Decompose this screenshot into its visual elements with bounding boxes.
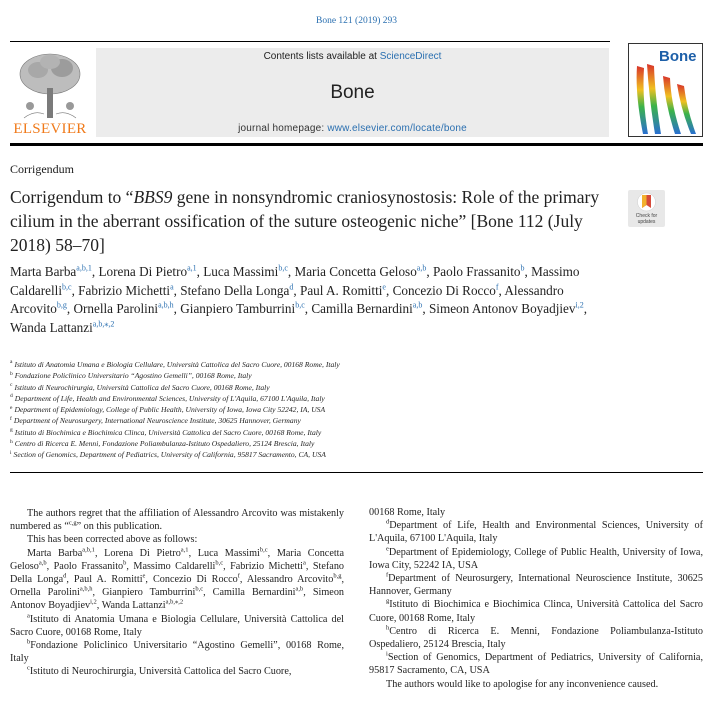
cover-title: Bone: [659, 48, 697, 65]
author-entry[interactable]: [433, 264, 525, 279]
author-name[interactable]: Wanda Lattanzi: [10, 319, 93, 335]
affiliation-item: [10, 427, 610, 438]
author-name[interactable]: Ornella Parolini: [73, 301, 159, 316]
journal-masthead: [96, 48, 609, 137]
aff-text: Istituto di Biochimica e Biochimica Clinca, Università Cattolica del Sacro Cuore, 00168 Rome, Italy: [369, 599, 703, 624]
affiliation-text: Istituto di Neurochirurgia, Università Cattolica del Sacro Cuore, 00168 Rome, Italy: [14, 382, 270, 392]
affiliation-item: [10, 449, 610, 460]
aff-text: Department of Life, Health and Environmental Sciences, University of L'Aquila, 67100 L'Aquila, Italy: [369, 520, 703, 545]
journal-cover-thumbnail[interactable]: [628, 43, 703, 137]
author-name[interactable]: Stefano Della Longa: [10, 560, 345, 586]
author-entry[interactable]: [10, 587, 92, 598]
affiliation-label: g: [10, 427, 13, 434]
author-affiliation-marks[interactable]: a: [170, 282, 174, 292]
author-affiliation-marks[interactable]: a,b: [416, 263, 427, 273]
aff-text: Istituto di Neurochirurgia, Università Cattolica del Sacro Cuore,: [29, 666, 292, 678]
author-name[interactable]: Stefano Della Longa: [180, 282, 290, 298]
homepage-line: [96, 123, 609, 134]
author-entry[interactable]: [153, 574, 240, 585]
author-entry[interactable]: [27, 548, 95, 559]
author-entry[interactable]: [102, 587, 203, 598]
author-entry[interactable]: [300, 283, 386, 298]
affiliation-item: [10, 370, 610, 381]
aff-label: a: [27, 612, 30, 620]
affiliation-label: e: [10, 404, 13, 411]
affiliation-text: Centro di Ricerca E. Menni, Fondazione Poliambulanza-Istituto Ospedaliero, 25124 Brescia, Italy: [14, 439, 315, 449]
author-affiliation-marks[interactable]: b: [123, 559, 127, 567]
affiliation-item: [10, 415, 610, 426]
author-affiliation-marks[interactable]: a,b,⁎,2: [92, 319, 115, 329]
author-entry[interactable]: [54, 561, 127, 572]
aff-label: h: [386, 624, 390, 632]
contents-line: [96, 51, 609, 62]
title-gene-name: BBS9: [133, 187, 173, 207]
body-divider: [10, 472, 703, 473]
author-entry[interactable]: [74, 574, 146, 585]
body-affiliation-d: [369, 519, 703, 545]
author-affiliation-marks[interactable]: a,b,1: [82, 546, 95, 554]
author-entry[interactable]: [133, 561, 223, 572]
aff-text: Department of Neurosurgery, International Neuroscience Institute, 30625 Hannover, Germany: [369, 573, 703, 598]
author-name[interactable]: Marta Barba: [10, 264, 77, 279]
author-entry[interactable]: [247, 574, 342, 585]
author-entry[interactable]: [104, 548, 188, 559]
author-affiliation-marks[interactable]: i,2: [90, 599, 97, 607]
author-name[interactable]: Gianpiero Tamburrini: [102, 587, 196, 599]
affiliation-item: [10, 438, 610, 449]
body-affiliation-a: [10, 613, 344, 639]
author-name[interactable]: Paolo Frassanito: [53, 560, 124, 572]
author-entry[interactable]: [180, 301, 305, 316]
check-updates-label: [628, 214, 665, 225]
aff-label: f: [386, 571, 389, 579]
author-entry[interactable]: [10, 264, 92, 279]
author-entry[interactable]: [198, 548, 268, 559]
author-name[interactable]: Paolo Frassanito: [432, 264, 521, 279]
top-divider: [10, 41, 610, 42]
author-name[interactable]: Maria Concetta Geloso: [294, 264, 417, 279]
affiliation-text: Fondazione Policlinico Universitario “Agostino Gemelli”, 00168 Rome, Italy: [14, 371, 252, 381]
homepage-prefix: journal homepage:: [238, 123, 328, 134]
body-affiliation-g: [369, 598, 703, 624]
author-affiliation-marks[interactable]: a,1: [187, 263, 197, 273]
elsevier-logo[interactable]: [10, 48, 90, 138]
author-name[interactable]: Simeon Antonov Boyadjiev: [10, 587, 345, 612]
tree-emblem-icon: [10, 48, 90, 120]
author-name[interactable]: Luca Massimi: [203, 264, 279, 279]
author-affiliation-marks[interactable]: f: [237, 572, 240, 580]
author-affiliation-marks[interactable]: a,b,h: [158, 300, 174, 310]
author-name[interactable]: Camilla Bernardini: [311, 301, 413, 316]
affiliation-label: h: [10, 438, 13, 445]
author-name[interactable]: Lorena Di Pietro: [98, 264, 188, 279]
aff-label: b: [27, 638, 31, 646]
journal-homepage-link[interactable]: www.elsevier.com/locate/bone: [327, 123, 467, 134]
author-name[interactable]: Marta Barba: [27, 547, 83, 559]
author-name[interactable]: Luca Massimi: [197, 547, 260, 559]
author-name[interactable]: Paul A. Romitti: [299, 282, 383, 298]
author-entry[interactable]: [180, 283, 293, 298]
author-affiliation-marks[interactable]: a,1: [180, 546, 189, 554]
aff-text: Istituto di Anatomia Umana e Biologia Cellulare, Università Cattolica del Sacro Cuore, 00168 Rome, Italy: [10, 613, 344, 638]
affiliation-label: c: [10, 382, 13, 389]
affiliation-text: Istituto di Biochimica e Biochimica Clinca, Università Cattolica del Sacro Cuore, 00168 Rome, Italy: [14, 427, 322, 437]
aff-label: i: [386, 650, 388, 658]
author-affiliation-marks[interactable]: a,b,h: [79, 585, 93, 593]
author-affiliation-marks[interactable]: a,b,⁎,2: [165, 599, 184, 607]
author-entry[interactable]: [203, 264, 288, 279]
body-affiliation-c: [10, 665, 344, 678]
affiliation-item: [10, 404, 610, 415]
author-name[interactable]: Alessandro Arcovito: [10, 282, 564, 316]
author-name[interactable]: Paul A. Romitti: [73, 574, 143, 586]
check-updates-line1: Check for: [635, 213, 658, 219]
body-affiliation-i: [369, 651, 703, 677]
author-name[interactable]: Concezio Di Rocco: [152, 574, 238, 586]
aff-text: Centro di Ricerca E. Menni, Fondazione Poliambulanza-Istituto Ospedaliero, 25124 Brescia, Italy: [369, 625, 703, 651]
sciencedirect-link[interactable]: ScienceDirect: [379, 51, 442, 62]
affiliation-item: [10, 393, 610, 404]
body-affiliation-h: [369, 625, 703, 651]
affiliation-text: Department of Life, Health and Environmental Sciences, University of L'Aquila, 67100 L'Aquila, Italy: [14, 393, 325, 403]
author-affiliation-marks[interactable]: e: [382, 282, 386, 292]
article-title: [10, 185, 620, 257]
affiliation-text: Department of Neurosurgery, International Neuroscience Institute, 30625 Hannover, Germany: [13, 416, 301, 426]
author-entry[interactable]: [98, 264, 196, 279]
header-divider: [10, 143, 703, 146]
aff-label: c: [27, 665, 30, 673]
author-affiliation-marks[interactable]: a,b: [295, 585, 304, 593]
publisher-wordmark: ELSEVIER: [13, 121, 87, 137]
aff-label: e: [386, 545, 389, 553]
author-name[interactable]: Gianpiero Tamburrini: [180, 301, 296, 316]
aff-label: g: [386, 598, 390, 606]
check-updates-line2: updates: [637, 218, 656, 225]
author-affiliation-marks[interactable]: a,b,1: [76, 263, 92, 273]
affiliation-list: [10, 359, 610, 461]
author-affiliation-marks[interactable]: a: [303, 559, 306, 567]
body-affiliation-f: [369, 572, 703, 598]
author-entry[interactable]: [10, 320, 114, 335]
author-affiliation-marks[interactable]: b,c: [278, 263, 288, 273]
author-name[interactable]: Fabrizio Michetti: [230, 560, 304, 572]
author-affiliation-marks[interactable]: b,c: [215, 559, 224, 567]
aff-text: Fondazione Policlinico Universitario “Agostino Gemelli”, 00168 Rome, Italy: [10, 640, 344, 665]
body-affiliation-e: [369, 546, 703, 572]
aff-label: d: [386, 518, 390, 526]
affiliation-label: f: [10, 415, 12, 422]
author-affiliation-marks[interactable]: b,c: [259, 546, 268, 554]
contents-prefix: Contents lists available at: [263, 51, 380, 62]
affiliation-label: d: [10, 393, 13, 400]
title-prefix: Corrigendum to “: [10, 187, 134, 207]
body-affiliation-c-cont: 00168 Rome, Italy: [369, 507, 446, 518]
author-entry[interactable]: [213, 587, 304, 598]
author-name[interactable]: Fabrizio Michetti: [78, 282, 171, 298]
author-affiliation-marks[interactable]: d: [289, 282, 294, 292]
aff-text: Department of Epidemiology, College of Public Health, University of Iowa, Iowa City, 52242 IA, USA: [369, 546, 703, 571]
title-rest: gene in nonsyndromic craniosynostosis: Role of the primary cilium in the aberrant ossification of the suture osteogenic niche” [Bone 112 (July 2018) 58–70]: [10, 187, 600, 255]
author-entry[interactable]: [429, 301, 584, 316]
author-affiliation-marks[interactable]: i,2: [575, 300, 584, 310]
author-affiliation-marks[interactable]: b,g: [56, 300, 67, 310]
author-list: Marta Barba$^{a,b,1}$, Lorena Di Pietro$^{a,1}$, Luca Massimi$^{b,c}$, Maria Concetta Geloso$^{a,b}$, Paolo Frassanito$^b$, Massimo Caldarelli$^{b,c}$, Fabrizio Michetti$^a$, Stefano Della Longa$^d$, Paul A. Romitti$^e$, Concezio Di Rocco$^f$, Alessandro Arcovito$^{b,g}$, Ornella Parolini$^{a,b,h}$, Gianpiero Tamburrini$^{b,c}$, Camilla Bernardini$^{a,b}$, Simeon Antonov Boyadjiev$^{i,2}$, Wanda Lattanzi$^{a,b,⁎,2}$: [10, 263, 588, 335]
author-entry[interactable]: [230, 561, 306, 572]
check-for-updates-button[interactable]: [628, 190, 665, 227]
author-name[interactable]: Alessandro Arcovito: [246, 574, 334, 586]
author-name[interactable]: Massimo Caldarelli: [133, 560, 216, 572]
author-name[interactable]: Maria Concetta Geloso: [10, 547, 345, 572]
author-affiliation-marks[interactable]: e: [142, 572, 146, 580]
para1-text: The authors regret that the affiliation of Alessandro Arcovito was mistakenly numbered as “: [10, 508, 344, 533]
article-type: Corrigendum: [10, 162, 74, 176]
journal-citation[interactable]: Bone 121 (2019) 293: [315, 16, 397, 26]
author-name[interactable]: Massimo Caldarelli: [10, 264, 580, 298]
author-entry[interactable]: [73, 301, 173, 316]
author-entry[interactable]: [102, 600, 183, 611]
author-affiliation-marks[interactable]: b,c: [195, 585, 204, 593]
author-entry[interactable]: [294, 264, 426, 279]
author-affiliation-marks[interactable]: a,b: [38, 559, 47, 567]
journal-name: Bone: [330, 82, 375, 103]
body-paragraph-2: This has been corrected above as follows:: [27, 534, 198, 546]
body-apology: The authors would like to apologise for any inconvenience caused.: [386, 678, 659, 690]
para1-superscript: c,g: [68, 519, 77, 527]
body-paragraph-1: [10, 507, 344, 533]
author-affiliation-marks[interactable]: b: [520, 263, 525, 273]
affiliation-text: Department of Epidemiology, College of Public Health, University of Iowa, Iowa City 52242, IA, USA: [14, 405, 326, 415]
aff-text: Section of Genomics, Department of Pediatrics, University of California, 95817 Sacramento, CA, USA: [369, 652, 703, 677]
author-affiliation-marks[interactable]: b,c: [295, 300, 305, 310]
author-affiliation-marks[interactable]: d: [63, 572, 67, 580]
affiliation-item: [10, 359, 610, 370]
affiliation-item: [10, 382, 610, 393]
author-entry[interactable]: [311, 301, 422, 316]
body-column-left: [10, 507, 344, 679]
author-affiliation-marks[interactable]: f: [495, 282, 499, 292]
affiliation-label: i: [10, 449, 12, 456]
author-name[interactable]: Lorena Di Pietro: [104, 547, 181, 559]
author-entry[interactable]: [393, 283, 499, 298]
author-name[interactable]: Camilla Bernardini: [212, 587, 296, 599]
affiliation-text: Istituto di Anatomia Umana e Biologia Cellulare, Università Cattolica del Sacro Cuore, 00168 Rome, Italy: [14, 360, 340, 369]
author-affiliation-marks[interactable]: b,c: [62, 282, 72, 292]
body-affiliation-b: [10, 639, 344, 665]
affiliation-label: b: [10, 370, 13, 377]
author-name[interactable]: Ornella Parolini: [10, 587, 80, 599]
para1-text-end: ” on this publication.: [76, 521, 163, 533]
author-name[interactable]: Concezio Di Rocco: [392, 282, 496, 298]
author-affiliation-marks[interactable]: a,b: [412, 300, 423, 310]
affiliation-label: a: [10, 359, 13, 366]
author-name[interactable]: Wanda Lattanzi: [101, 600, 166, 612]
author-affiliation-marks[interactable]: b,g: [333, 572, 342, 580]
author-name[interactable]: Simeon Antonov Boyadjiev: [428, 301, 576, 316]
body-column-right: [369, 506, 703, 691]
affiliation-text: Section of Genomics, Department of Pediatrics, University of California, 95817 Sacramento, CA, USA: [13, 450, 326, 460]
body-author-list: Marta Barba$^{a,b,1}$, Lorena Di Pietro$^{a,1}$, Luca Massimi$^{b,c}$, Maria Concetta Geloso$^{a,b}$, Paolo Frassanito$^b$, Massimo Caldarelli$^{b,c}$, Fabrizio Michetti$^a$, Stefano Della Longa$^d$, Paul A. Romitti$^e$, Concezio Di Rocco$^f$, Alessandro Arcovito$^{b,g}$, Ornella Parolini$^{a,b,h}$, Gianpiero Tamburrini$^{b,c}$, Camilla Bernardini$^{a,b}$, Simeon Antonov Boyadjiev$^{i,2}$, Wanda Lattanzi$^{a,b,⁎,2}$: [10, 546, 345, 612]
author-entry[interactable]: [78, 283, 174, 298]
